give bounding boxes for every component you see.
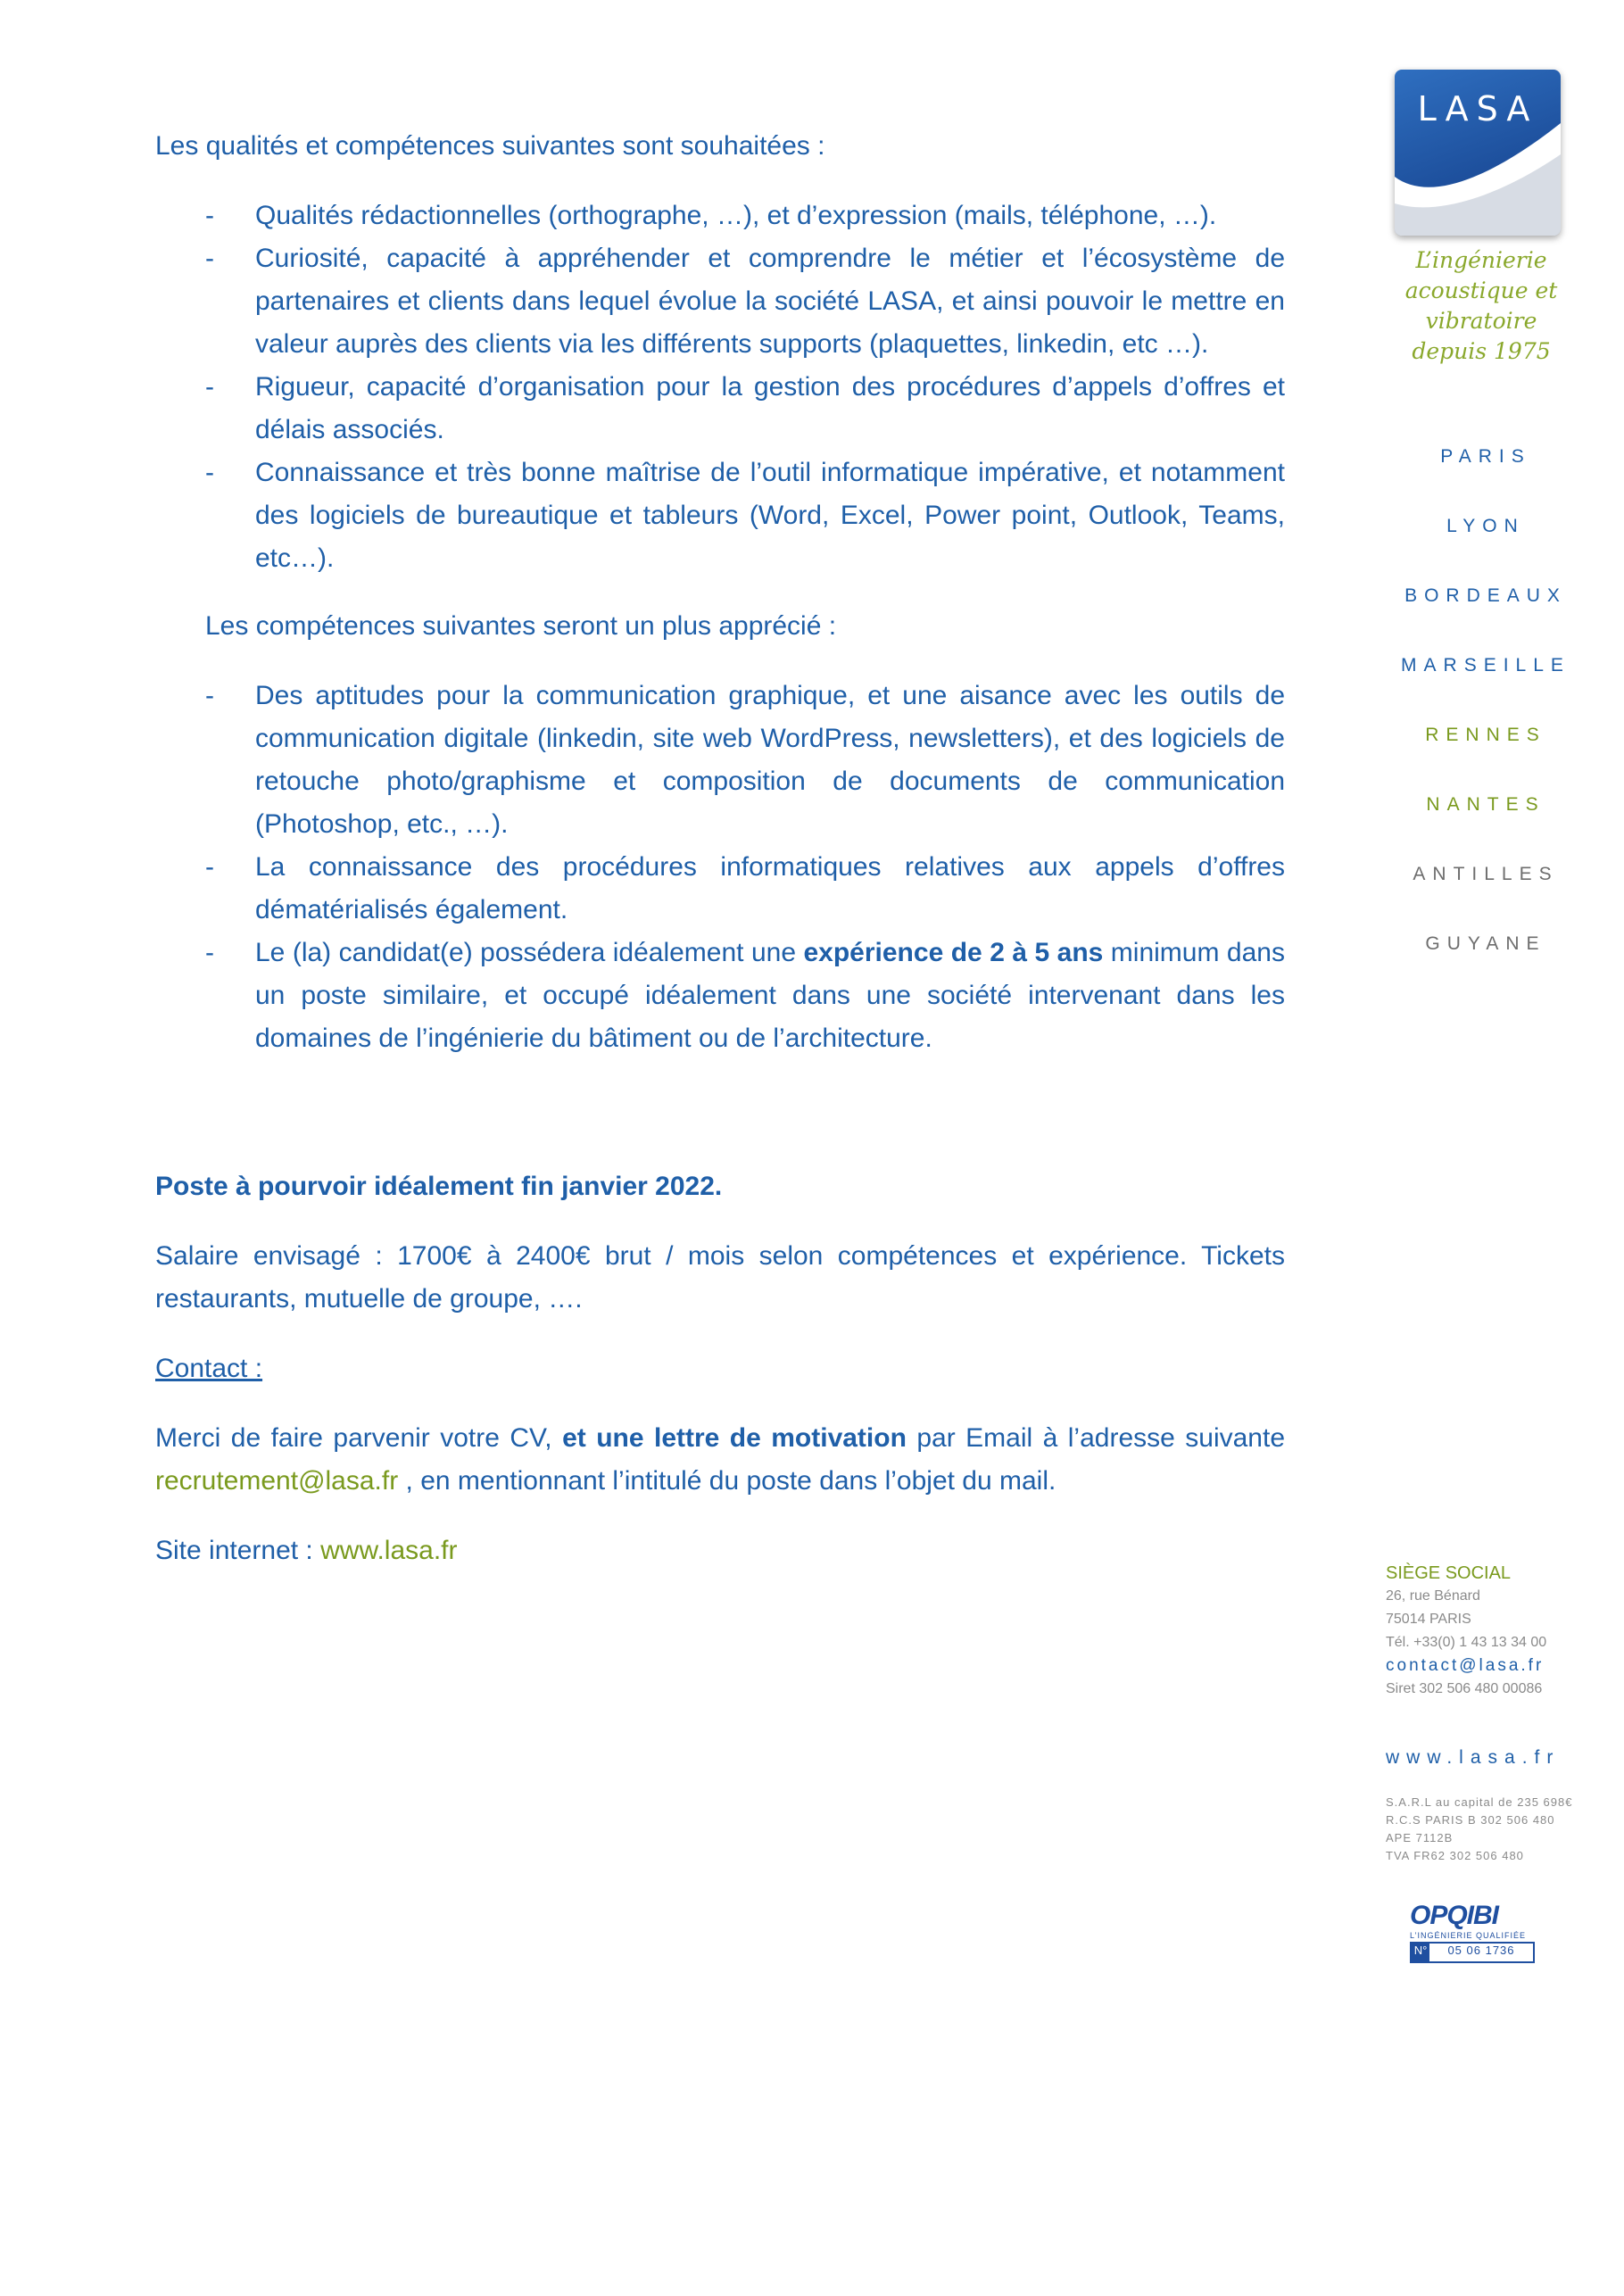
list-item: - Des aptitudes pour la communication graphique, et une aisance avec les outils de communication digitale (linkedin, site web WordPress, newsletters), et des logiciels de retouche photo/graphisme et composition de documents de communication (Photoshop, etc., …). (155, 675, 1285, 846)
certificate-label: N° (1412, 1944, 1429, 1961)
legal-info: S.A.R.L au capital de 235 698€ R.C.S PARIS B 302 506 480 APE 7112B TVA FR62 302 506 480 (1386, 1795, 1573, 1862)
city-rennes: RENNES (1425, 725, 1546, 745)
dash-marker: - (205, 681, 214, 710)
letter-body (155, 125, 1285, 1599)
city-guyane: GUYANE (1425, 933, 1546, 954)
opqibi-subtitle: L’INGÉNIERIE QUALIFIÉE (1410, 1931, 1527, 1940)
plus-list (155, 675, 1285, 1060)
city-bordeaux: BORDEAUX (1404, 585, 1567, 606)
head-office (1386, 1562, 1600, 1701)
logo-text: LASA (1417, 89, 1538, 128)
opqibi-badge (1410, 1901, 1535, 1963)
dash-marker: - (205, 201, 214, 230)
qualities-list (155, 195, 1285, 580)
salary-text: Salaire envisagé : 1700€ à 2400€ brut / mois selon compétences et expérience. Tickets restaurants, mutuelle de groupe, …. (155, 1241, 1285, 1314)
head-office-title: SIÈGE SOCIAL (1386, 1563, 1512, 1583)
list-item: - La connaissance des procédures informatiques relatives aux appels d’offres dématérialisés également. (155, 846, 1285, 932)
siret: Siret 302 506 480 00086 (1386, 1681, 1543, 1696)
dash-marker: - (205, 372, 214, 402)
plus-intro: Les compétences suivantes seront un plus apprécié : (205, 611, 837, 641)
list-item: - Connaissance et très bonne maîtrise de l’outil informatique impérative, et notamment des logiciels de bureautique et tableurs (Word, Excel, Power point, Outlook, Teams, etc…). (155, 452, 1285, 580)
website-link[interactable]: www.lasa.fr (320, 1536, 458, 1565)
opqibi-certificate (1410, 1942, 1535, 1963)
motivation-highlight: et une lettre de motivation (562, 1423, 907, 1453)
city-paris: PARIS (1440, 446, 1531, 467)
dash-marker: - (205, 458, 214, 487)
list-item: - Curiosité, capacité à appréhender et comprendre le métier et l’écosystème de partenaires et clients dans lequel évolue la société LASA, et ainsi pouvoir le mettre en valeur auprès des clients via les différents supports (plaquettes, linkedin, etc …). (155, 237, 1285, 366)
qualities-intro: Les qualités et compétences suivantes sont souhaitées : (155, 131, 825, 161)
certificate-number: 05 06 1736 (1447, 1944, 1515, 1957)
lasa-logo (1395, 70, 1561, 236)
poste-date: Poste à pourvoir idéalement fin janvier 2022. (155, 1172, 723, 1201)
list-item: - Rigueur, capacité d’organisation pour la gestion des procédures d’appels d’offres et délais associés. (155, 366, 1285, 452)
city-nantes: NANTES (1426, 794, 1545, 815)
city-list (1374, 446, 1597, 1003)
list-item-experience: - Le (la) candidat(e) possédera idéalement une expérience de 2 à 5 ans minimum dans un poste similaire, et occupé idéalement dans une société intervenant dans les domaines de l’ingénierie du bâtiment ou de l’architecture. (155, 932, 1285, 1060)
dash-marker: - (205, 938, 214, 967)
experience-highlight: expérience de 2 à 5 ans (803, 938, 1104, 967)
address-street: 26, rue Bénard (1386, 1588, 1480, 1604)
logo-swoosh-icon (1395, 70, 1561, 236)
opqibi-logo: OPQIBI (1410, 1901, 1499, 1930)
slogan: L’ingénierie acoustique et vibratoire depuis 1975 (1404, 247, 1558, 364)
dash-marker: - (205, 852, 214, 882)
contact-text: Merci de faire parvenir votre CV, et une lettre de motivation par Email à l’adresse suivante recrutement@lasa.fr , en mentionnant l’intitulé du poste dans l’objet du mail. (155, 1423, 1286, 1496)
contact-heading: Contact : (155, 1354, 263, 1383)
phone: Tél. +33(0) 1 43 13 34 00 (1386, 1635, 1547, 1650)
city-antilles: ANTILLES (1413, 864, 1559, 884)
city-marseille: MARSEILLE (1401, 655, 1570, 676)
sidebar-website-link[interactable]: www.lasa.fr (1386, 1747, 1561, 1768)
site-line: Site internet : www.lasa.fr (155, 1536, 458, 1565)
contact-email-link[interactable]: contact@lasa.fr (1386, 1656, 1545, 1675)
list-item: - Qualités rédactionnelles (orthographe, …), et d’expression (mails, téléphone, …). (155, 195, 1285, 237)
city-lyon: LYON (1446, 516, 1525, 536)
dash-marker: - (205, 244, 214, 273)
address-city: 75014 PARIS (1386, 1612, 1471, 1627)
recruitment-email-link[interactable]: recrutement@lasa.fr (155, 1466, 399, 1496)
